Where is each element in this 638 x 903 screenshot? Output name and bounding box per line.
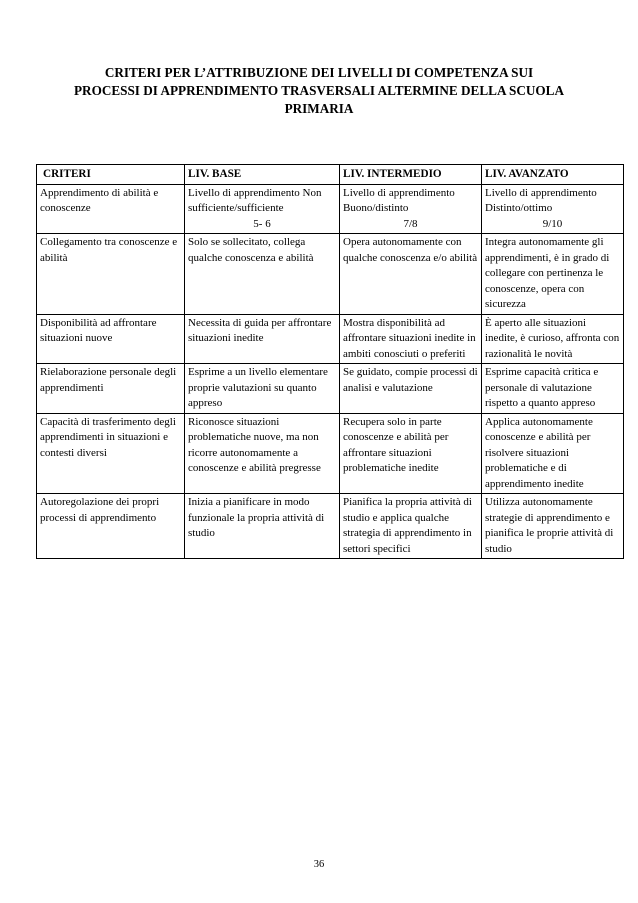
cell-criterio: Rielaborazione personale degli apprendimenti (37, 364, 185, 414)
score-base: 5- 6 (253, 217, 271, 230)
cell-base: Solo se sollecitato, collega qualche conoscenza e abilità (185, 234, 340, 315)
cell-criterio: Autoregolazione dei propri processi di apprendimento (37, 494, 185, 559)
table-row (37, 234, 624, 315)
header-liv-avanzato: LIV. AVANZATO (482, 165, 624, 185)
cell-avanzato: Esprime capacità critica e personale di valutazione rispetto a quanto appreso (482, 364, 624, 414)
cell-intermedio: Se guidato, compie processi di analisi e valutazione (340, 364, 482, 414)
page-title (30, 64, 608, 118)
cell-avanzato: Integra autonomamente gli apprendimenti, è in grado di collegare con pertinenza le conoscenze, opera con sicurezza (482, 234, 624, 315)
cell-base: Inizia a pianificare in modo funzionale la propria attività di studio (185, 494, 340, 559)
cell-avanzato: Applica autonomamente conoscenze e abilità per risolvere situazioni problematiche e di apprendimento inedite (482, 413, 624, 494)
header-criteri: CRITERI (37, 165, 185, 185)
cell-avanzato: Utilizza autonomamente strategie di apprendimento e pianifica le proprie attività di studio (482, 494, 624, 559)
cell-criterio: Disponibilità ad affrontare situazioni nuove (37, 314, 185, 364)
criteria-table (36, 164, 624, 559)
cell-base: Esprime a un livello elementare proprie valutazioni su quanto appreso (185, 364, 340, 414)
title-line-2: PROCESSI DI APPRENDIMENTO TRASVERSALI ALTERMINE DELLA SCUOLA (73, 83, 564, 98)
cell-criterio: Collegamento tra conoscenze e abilità (37, 234, 185, 315)
header-liv-base: LIV. BASE (185, 165, 340, 185)
cell-intermedio: Opera autonomamente con qualche conoscenza e/o abilità (340, 234, 482, 315)
table-row (37, 494, 624, 559)
cell-text: Apprendimento di abilità e conoscenze (40, 186, 159, 214)
page-number: 36 (313, 859, 325, 870)
table-row (37, 184, 624, 234)
table-row (37, 364, 624, 414)
cell-avanzato (482, 184, 624, 234)
cell-text: Livello di apprendimento Buono/distinto (343, 186, 455, 214)
score-intermedio: 7/8 (403, 217, 418, 230)
score-avanzato: 9/10 (542, 217, 563, 230)
table-row (37, 314, 624, 364)
cell-intermedio: Mostra disponibilità ad affrontare situazioni inedite in ambiti conosciuti o preferiti (340, 314, 482, 364)
cell-base: Necessita di guida per affrontare situazioni inedite (185, 314, 340, 364)
table-row (37, 413, 624, 494)
title-line-3: PRIMARIA (284, 101, 354, 116)
cell-criterio: Capacità di trasferimento degli apprendimenti in situazioni e contesti diversi (37, 413, 185, 494)
cell-intermedio: Pianifica la propria attività di studio e applica qualche strategia di apprendimento in settori specifici (340, 494, 482, 559)
cell-intermedio (340, 184, 482, 234)
cell-base: Riconosce situazioni problematiche nuove, ma non ricorre autonomamente a conoscenze e abilità pregresse (185, 413, 340, 494)
cell-base (185, 184, 340, 234)
cell-intermedio: Recupera solo in parte conoscenze e abilità per affrontare situazioni problematiche inedite (340, 413, 482, 494)
cell-avanzato: È aperto alle situazioni inedite, è curioso, affronta con razionalità le novità (482, 314, 624, 364)
cell-criterio (37, 184, 185, 234)
table-header-row (37, 165, 624, 185)
header-liv-intermedio: LIV. INTERMEDIO (340, 165, 482, 185)
cell-text: Livello di apprendimento Non sufficiente/sufficiente (188, 186, 322, 214)
title-line-1: CRITERI PER L’ATTRIBUZIONE DEI LIVELLI DI COMPETENZA SUI (104, 65, 534, 80)
cell-text: Livello di apprendimento Distinto/ottimo (485, 186, 597, 214)
